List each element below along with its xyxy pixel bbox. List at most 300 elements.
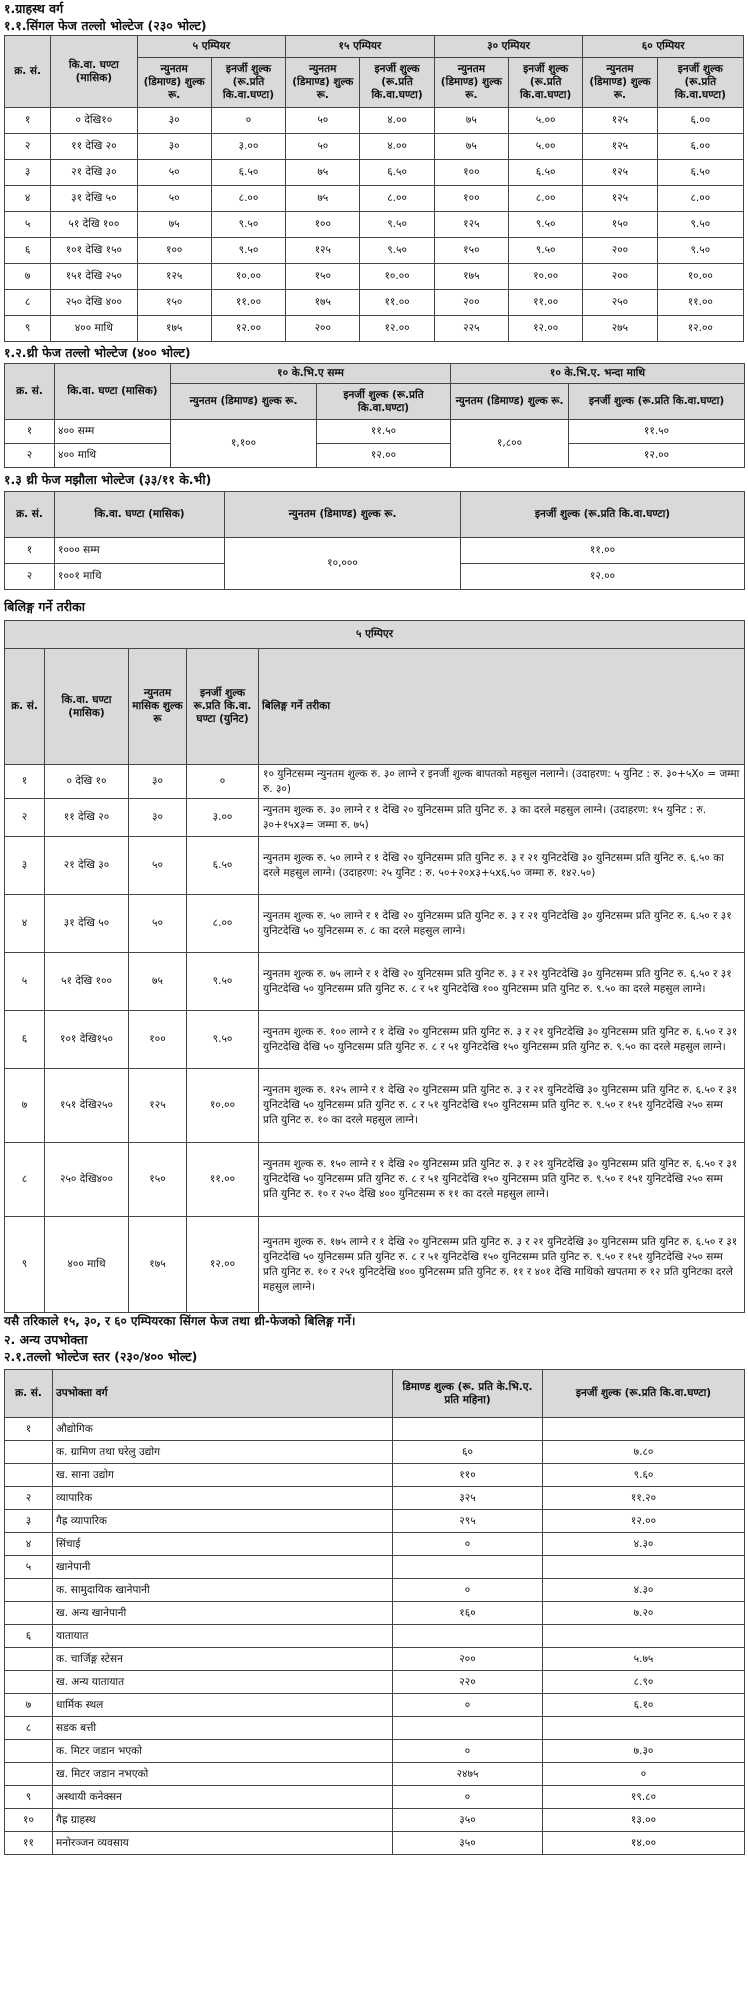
t5-demand: २९५	[393, 1510, 543, 1533]
t5-energy: ८.९०	[543, 1671, 745, 1694]
t1-sn: १	[5, 108, 51, 134]
t1-kwh: ० देखि१०	[51, 108, 137, 134]
group-above-10kva: १० के.भि.ए. भन्दा माथि	[451, 364, 745, 384]
t5-energy: १४.००	[543, 1832, 745, 1855]
t5-category: धार्मिक स्थल	[53, 1694, 393, 1717]
t1-energy: ९.५०	[360, 238, 434, 264]
table-row	[5, 212, 744, 238]
t1-demand: ५०	[137, 160, 211, 186]
sub-energy: इनर्जी शुल्क (रू.प्रति कि.वा.घण्टा)	[211, 58, 285, 108]
t1-demand: ७५	[434, 134, 508, 160]
single-phase-table	[4, 35, 744, 342]
t1-demand: ३०	[137, 134, 211, 160]
t4-sn: ६	[5, 1011, 45, 1069]
t4-kwh: ५१ देखि १००	[45, 953, 129, 1011]
t1-demand: २२५	[434, 316, 508, 342]
t1-demand: १२५	[583, 134, 657, 160]
t4-kwh: ४०० माथि	[45, 1217, 129, 1313]
t5-sn: ७	[5, 1694, 53, 1717]
t1-demand: १५०	[137, 290, 211, 316]
table-row	[5, 186, 744, 212]
table-row	[5, 1740, 745, 1763]
t1-energy: ८.००	[657, 186, 743, 212]
t1-energy: ९.५०	[211, 212, 285, 238]
t5-energy	[543, 1418, 745, 1441]
t4-sn: १	[5, 765, 45, 799]
sub-demand: न्युनतम (डिमाण्ड) शुल्क रू.	[171, 384, 317, 420]
t1-demand: २००	[434, 290, 508, 316]
t1-sn: ७	[5, 264, 51, 290]
group-30amp: ३० एम्पियर	[434, 36, 583, 58]
t4-energy: १२.००	[187, 1217, 259, 1313]
table-row	[5, 1809, 745, 1832]
table-row	[5, 1418, 745, 1441]
t1-demand: १२५	[583, 108, 657, 134]
t5-demand: २००	[393, 1648, 543, 1671]
t4-method-desc: न्युनतम शुल्क रु. १२५ लाग्ने र १ देखि २० युनिटसम्म प्रति युनिट रु. ३ र २१ युनिटदेखि ३० युनिटसम्म प्रति युनिट रु. ६.५० र ३१ युनिटदेखि ५० युनिटसम्म प्रति युनिट रु. ८ र ५१ युनिटदेखि १५० युनिटसम्म प्रति युनिट रु. ९.५० र १५१ युनिटदेखि २५० सम्म प्रति युनिट रु. १० का दरले महसुल लाग्ने।	[259, 1069, 745, 1143]
t1-energy: १०.००	[360, 264, 434, 290]
t1-demand: १२५	[583, 160, 657, 186]
t5-sn	[5, 1740, 53, 1763]
t5-category: क. मिटर जडान भएको	[53, 1740, 393, 1763]
table-row	[5, 1011, 745, 1069]
t1-sn: ८	[5, 290, 51, 316]
t1-energy: ०	[211, 108, 285, 134]
t4-method-desc: न्युनतम शुल्क रु. १५० लाग्ने र १ देखि २० युनिटसम्म प्रति युनिट रु. ३ र २१ युनिटदेखि ३० युनिटसम्म प्रति युनिट रु. ६.५० र ३१ युनिटदेखि ५० युनिटसम्म प्रति युनिट रु. ८ र ५१ युनिटदेखि १५० युनिटसम्म प्रति युनिट रु. ९.५० र १५१ युनिटदेखि २५० सम्म प्रति युनिट रु. १० र २५० देखि ४०० युनिटसम्म रु ११ का दरले महसुल लाग्ने।	[259, 1143, 745, 1217]
t4-energy: ११.००	[187, 1143, 259, 1217]
t5-category: क. चार्जिङ्ग स्टेसन	[53, 1648, 393, 1671]
t1-energy: ४.००	[360, 108, 434, 134]
t5-category: खानेपानी	[53, 1556, 393, 1579]
table-row	[5, 837, 745, 895]
t4-min-charge: ३०	[129, 765, 187, 799]
t1-demand: ७५	[286, 186, 360, 212]
t5-category: गैह्र ग्राहस्थ	[53, 1809, 393, 1832]
t5-sn	[5, 1579, 53, 1602]
sub-energy: इनर्जी शुल्क (रू.प्रति कि.वा.घण्टा)	[657, 58, 743, 108]
t1-energy: ६.५०	[509, 160, 583, 186]
t5-energy: ४.३०	[543, 1533, 745, 1556]
t1-demand: ७५	[434, 108, 508, 134]
t3-kwh: १००१ माथि	[55, 564, 225, 590]
t4-energy: ३.००	[187, 799, 259, 837]
t4-min-charge: ७५	[129, 953, 187, 1011]
t1-demand: २००	[583, 238, 657, 264]
table-row	[5, 765, 745, 799]
t5-sn: ११	[5, 1832, 53, 1855]
table1-title: १.१.सिंगल फेज तल्लो भोल्टेज (२३० भोल्ट)	[4, 18, 207, 33]
three-phase-medium-table	[4, 491, 745, 590]
t1-sn: ९	[5, 316, 51, 342]
t5-sn	[5, 1441, 53, 1464]
group-5amp: ५ एम्पियर	[137, 36, 286, 58]
t5-category: ख. अन्य यातायात	[53, 1671, 393, 1694]
t1-demand: १००	[434, 186, 508, 212]
t4-min-charge: ५०	[129, 895, 187, 953]
t4-min-charge: १००	[129, 1011, 187, 1069]
col-demand: डिमाण्ड शुल्क (रू. प्रति के.भि.ए. प्रति महिना)	[393, 1370, 543, 1418]
t1-demand: १००	[137, 238, 211, 264]
table-row	[5, 1510, 745, 1533]
t5-demand	[393, 1418, 543, 1441]
sub-energy: इनर्जी शुल्क (रू.प्रति कि.वा.घण्टा)	[317, 384, 451, 420]
table-row	[5, 1487, 745, 1510]
col-sn: क्र. सं.	[5, 649, 45, 765]
t5-demand: ०	[393, 1786, 543, 1809]
t4-kwh: ११ देखि २०	[45, 799, 129, 837]
t5-demand: ०	[393, 1740, 543, 1763]
col-method: बिलिङ्ग गर्ने तरीका	[259, 649, 745, 765]
t4-min-charge: ५०	[129, 837, 187, 895]
table-row	[5, 1143, 745, 1217]
group-15amp: १५ एम्पियर	[286, 36, 435, 58]
t1-energy: ६.५०	[657, 160, 743, 186]
t1-energy: ९.५०	[360, 212, 434, 238]
t5-energy: ११.२०	[543, 1487, 745, 1510]
table2-title: १.२.थ्री फेज तल्लो भोल्टेज (४०० भोल्ट)	[4, 345, 191, 360]
t5-demand: ०	[393, 1694, 543, 1717]
t5-energy: ६.१०	[543, 1694, 745, 1717]
other-consumers-table	[4, 1369, 745, 1855]
t1-demand: १७५	[286, 290, 360, 316]
t4-kwh: २५० देखि४००	[45, 1143, 129, 1217]
sub-energy: इनर्जी शुल्क (रू.प्रति कि.वा.घण्टा)	[509, 58, 583, 108]
t2-kwh: ४०० सम्म	[55, 420, 171, 444]
t5-sn	[5, 1602, 53, 1625]
t1-demand: ५०	[137, 186, 211, 212]
table-row	[5, 1786, 745, 1809]
t1-sn: ४	[5, 186, 51, 212]
col-kwh: कि.वा. घण्टा (मासिक)	[51, 36, 137, 108]
t5-energy: ९.६०	[543, 1464, 745, 1487]
sub-energy: इनर्जी शुल्क (रू.प्रति कि.वा.घण्टा)	[569, 384, 745, 420]
t1-energy: ६.५०	[211, 160, 285, 186]
t4-method-desc: न्युनतम शुल्क रु. ५० लाग्ने र १ देखि २० युनिटसम्म प्रति युनिट रु. ३ र २१ युनिटदेखि ३० युनिटसम्म प्रति युनिट रु. ६.५० र ३१ युनिटदेखि ५० युनिटसम्म रु. ८ का दरले महसुल लाग्ने।	[259, 895, 745, 953]
t4-kwh: १५१ देखि२५०	[45, 1069, 129, 1143]
t1-demand: १५०	[583, 212, 657, 238]
table-row	[5, 1602, 745, 1625]
table-row	[5, 1832, 745, 1855]
t1-demand: २००	[583, 264, 657, 290]
t5-category: गैह्र व्यापारिक	[53, 1510, 393, 1533]
t4-kwh: ० देखि १०	[45, 765, 129, 799]
table-row	[5, 1648, 745, 1671]
t5-demand: ६०	[393, 1441, 543, 1464]
t5-sn: १०	[5, 1809, 53, 1832]
t5-energy: ७.२०	[543, 1602, 745, 1625]
section2-title: २. अन्य उपभोक्ता	[4, 1332, 88, 1347]
t1-sn: ३	[5, 160, 51, 186]
t4-method-desc: न्युनतम शुल्क रु. १०० लाग्ने र १ देखि २० युनिटसम्म प्रति युनिट रु. ३ र २१ युनिटदेखि ३० युनिटसम्म प्रति युनिट रु. ६.५० र ३१ युनिटदेखि देखि ५० युनिटसम्म प्रति युनिट रु. ८ र ५१ युनिटदेखि १५० युनिटसम्म प्रति युनिट रु. ९.५० का दरले महसुल लाग्ने।	[259, 1011, 745, 1069]
t5-energy	[543, 1625, 745, 1648]
t5-category: ख. मिटर जडान नभएको	[53, 1763, 393, 1786]
t4-min-charge: १२५	[129, 1069, 187, 1143]
t1-sn: २	[5, 134, 51, 160]
t1-demand: १७५	[434, 264, 508, 290]
t4-kwh: १०१ देखि१५०	[45, 1011, 129, 1069]
t1-kwh: १५१ देखि २५०	[51, 264, 137, 290]
t1-energy: ११.००	[657, 290, 743, 316]
t1-demand: १२५	[583, 186, 657, 212]
t5-demand: ०	[393, 1579, 543, 1602]
t4-sn: ४	[5, 895, 45, 953]
col-category: उपभोक्ता वर्ग	[53, 1370, 393, 1418]
t5-demand: १६०	[393, 1602, 543, 1625]
table-row	[5, 895, 745, 953]
table-row	[5, 1625, 745, 1648]
t4-energy: ८.००	[187, 895, 259, 953]
t1-energy: १०.००	[211, 264, 285, 290]
t5-sn	[5, 1671, 53, 1694]
t1-demand: १००	[434, 160, 508, 186]
t1-energy: ८.००	[211, 186, 285, 212]
t5-sn: ८	[5, 1717, 53, 1740]
t5-demand	[393, 1556, 543, 1579]
table-row	[5, 1579, 745, 1602]
t4-sn: ३	[5, 837, 45, 895]
col-sn: क्र. सं.	[5, 364, 55, 420]
t4-energy: ९.५०	[187, 1011, 259, 1069]
t5-category: अस्थायी कनेक्सन	[53, 1786, 393, 1809]
group-60amp: ६० एम्पियर	[583, 36, 744, 58]
t5-energy: ७.३०	[543, 1740, 745, 1763]
t5-category: मनोरञ्जन व्यवसाय	[53, 1832, 393, 1855]
t5-energy: ४.३०	[543, 1579, 745, 1602]
t3-energy: ११.००	[461, 538, 745, 564]
three-phase-low-table	[4, 363, 745, 468]
t5-category: क. सामुदायिक खानेपानी	[53, 1579, 393, 1602]
t3-sn: १	[5, 538, 55, 564]
t5-demand	[393, 1717, 543, 1740]
t5-category: औद्योगिक	[53, 1418, 393, 1441]
table-row	[5, 799, 745, 837]
t5-demand	[393, 1625, 543, 1648]
group-5amp: ५ एम्पिएर	[5, 621, 745, 649]
t5-category: ख. साना उद्योग	[53, 1464, 393, 1487]
t1-energy: ८.००	[509, 186, 583, 212]
col-energy: इनर्जी शुल्क (रू.प्रति कि.वा.घण्टा)	[543, 1370, 745, 1418]
group-upto-10kva: १० के.भि.ए सम्म	[171, 364, 451, 384]
billing-method-table	[4, 620, 745, 1313]
t1-demand: १७५	[137, 316, 211, 342]
sub-demand: न्युनतम (डिमाण्ड) शुल्क रू.	[286, 58, 360, 108]
t1-demand: १२५	[434, 212, 508, 238]
t5-energy: १२.००	[543, 1510, 745, 1533]
t4-method-desc: न्युनतम शुल्क रु. ३० लाग्ने र १ देखि २० युनिटसम्म प्रति युनिट रु. ३ का दरले महसुल लाग्ने। (उदाहरण: १५ युनिट : रु. ३०+१५x३= जम्मा रु. ७५)	[259, 799, 745, 837]
t4-method-desc: न्युनतम शुल्क रु. ७५ लाग्ने र १ देखि २० युनिटसम्म प्रति युनिट रु. ३ र २१ युनिटदेखि ३० युनिटसम्म प्रति युनिट रु. ६.५० र ३१ युनिटदेखि ५० युनिटसम्म प्रति युनिट रु. ८ र ५१ युनिटदेखि १०० युनिटसम्म प्रति युनिट रु. ९.५० का दरले महसुल लाग्ने।	[259, 953, 745, 1011]
t5-sn: १	[5, 1418, 53, 1441]
col-demand: न्युनतम (डिमाण्ड) शुल्क रू.	[225, 492, 461, 538]
t5-category: व्यापारिक	[53, 1487, 393, 1510]
t1-demand: १२५	[286, 238, 360, 264]
col-energy: इनर्जी शुल्क रू.प्रति कि.वा. घण्टा (युनिट)	[187, 649, 259, 765]
table-row	[5, 1556, 745, 1579]
t5-category: यातायात	[53, 1625, 393, 1648]
table-row	[5, 160, 744, 186]
table-row	[5, 108, 744, 134]
t1-demand: १५०	[286, 264, 360, 290]
t5-demand: ३५०	[393, 1832, 543, 1855]
t5-category: क. ग्रामिण तथा घरेलु उद्योग	[53, 1441, 393, 1464]
col-energy: इनर्जी शुल्क (रू.प्रति कि.वा.घण्टा)	[461, 492, 745, 538]
t1-demand: २००	[286, 316, 360, 342]
col-sn: क्र. सं.	[5, 1370, 53, 1418]
t1-demand: २७५	[583, 316, 657, 342]
table-row	[5, 264, 744, 290]
table-row	[5, 1217, 745, 1313]
t1-demand: ५०	[286, 108, 360, 134]
t4-min-charge: १५०	[129, 1143, 187, 1217]
t5-energy	[543, 1717, 745, 1740]
col-kwh: कि.वा. घण्टा (मासिक)	[55, 364, 171, 420]
t4-method-desc: १० युनिटसम्म न्युनतम शुल्क रु. ३० लाग्ने र इनर्जी शुल्क बापतको महसुल नलाग्ने। (उदाहरण: ५ युनिट : रु. ३०+५X० = जम्मा रु. ३०)	[259, 765, 745, 799]
t5-demand: ११०	[393, 1464, 543, 1487]
t1-demand: १५०	[434, 238, 508, 264]
t1-kwh: १०१ देखि १५०	[51, 238, 137, 264]
t5-energy	[543, 1556, 745, 1579]
t2-energy: ११.५०	[317, 420, 451, 444]
t5-sn	[5, 1763, 53, 1786]
t1-sn: ६	[5, 238, 51, 264]
t2-demand-upto-10kva: १,१००	[171, 420, 317, 468]
t3-sn: २	[5, 564, 55, 590]
t5-demand: ०	[393, 1533, 543, 1556]
t3-demand: १०,०००	[225, 538, 461, 590]
t1-energy: ९.५०	[509, 212, 583, 238]
col-sn: क्र. सं.	[5, 492, 55, 538]
t5-sn: ६	[5, 1625, 53, 1648]
t4-energy: १०.००	[187, 1069, 259, 1143]
t5-sn	[5, 1464, 53, 1487]
sub-energy: इनर्जी शुल्क (रू.प्रति कि.वा.घण्टा)	[360, 58, 434, 108]
t1-demand: १२५	[137, 264, 211, 290]
t5-demand: २४७५	[393, 1763, 543, 1786]
col-min-charge: न्युनतम मासिक शुल्क रू	[129, 649, 187, 765]
col-kwh: कि.वा. घण्टा (मासिक)	[45, 649, 129, 765]
t2-demand-above-10kva: १,८००	[451, 420, 569, 468]
t4-sn: ७	[5, 1069, 45, 1143]
t1-energy: ३.००	[211, 134, 285, 160]
t1-energy: ९.५०	[657, 212, 743, 238]
t5-energy: १३.००	[543, 1809, 745, 1832]
t1-energy: १२.००	[211, 316, 285, 342]
t3-kwh: १००० सम्म	[55, 538, 225, 564]
t2-sn: १	[5, 420, 55, 444]
t5-category: सडक बत्ती	[53, 1717, 393, 1740]
t2-kwh: ४०० माथि	[55, 444, 171, 468]
t1-energy: ११.००	[509, 290, 583, 316]
t4-kwh: २१ देखि ३०	[45, 837, 129, 895]
table-row	[5, 1763, 745, 1786]
t1-energy: १२.००	[509, 316, 583, 342]
t2-sn: २	[5, 444, 55, 468]
sub-demand: न्युनतम (डिमाण्ड) शुल्क रू.	[434, 58, 508, 108]
t4-energy: ९.५०	[187, 953, 259, 1011]
t1-demand: ७५	[137, 212, 211, 238]
t1-kwh: ११ देखि २०	[51, 134, 137, 160]
t1-kwh: ४०० माथि	[51, 316, 137, 342]
table-row	[5, 1671, 745, 1694]
table-row	[5, 238, 744, 264]
t5-energy: ०	[543, 1763, 745, 1786]
t1-demand: २५०	[583, 290, 657, 316]
t1-energy: ६.००	[657, 108, 743, 134]
t5-sn: ५	[5, 1556, 53, 1579]
table-row	[5, 134, 744, 160]
t4-energy: ६.५०	[187, 837, 259, 895]
sub-demand: न्युनतम (डिमाण्ड) शुल्क रू.	[451, 384, 569, 420]
t5-sn	[5, 1648, 53, 1671]
t4-sn: ८	[5, 1143, 45, 1217]
t1-energy: १२.००	[657, 316, 743, 342]
t4-sn: ९	[5, 1217, 45, 1313]
t5-sn: ४	[5, 1533, 53, 1556]
t5-sn: ३	[5, 1510, 53, 1533]
t1-energy: ११.००	[360, 290, 434, 316]
t1-energy: ८.००	[360, 186, 434, 212]
section1-title: १.ग्राहस्थ वर्ग	[4, 1, 64, 16]
t3-energy: १२.००	[461, 564, 745, 590]
t1-energy: ११.००	[211, 290, 285, 316]
col-kwh: कि.वा. घण्टा (मासिक)	[55, 492, 225, 538]
t1-energy: १२.००	[360, 316, 434, 342]
t4-sn: २	[5, 799, 45, 837]
t1-kwh: ३१ देखि ५०	[51, 186, 137, 212]
table4-title: बिलिङ्ग गर्ने तरीका	[4, 599, 85, 614]
t1-energy: १०.००	[657, 264, 743, 290]
table-row	[5, 1717, 745, 1740]
t5-demand: २२०	[393, 1671, 543, 1694]
t1-energy: ९.५०	[509, 238, 583, 264]
t4-min-charge: १७५	[129, 1217, 187, 1313]
t1-sn: ५	[5, 212, 51, 238]
t1-energy: ४.००	[360, 134, 434, 160]
t1-demand: ७५	[286, 160, 360, 186]
t2-energy: ११.५०	[569, 420, 745, 444]
sub-demand: न्युनतम (डिमाण्ड) शुल्क रू.	[137, 58, 211, 108]
t1-energy: ५.००	[509, 108, 583, 134]
t5-demand: ३२५	[393, 1487, 543, 1510]
t5-category: ख. अन्य खानेपानी	[53, 1602, 393, 1625]
t1-energy: ९.५०	[211, 238, 285, 264]
t1-energy: ६.५०	[360, 160, 434, 186]
billing-note: यसै तरिकाले १५, ३०, र ६० एम्पियरका सिंगल फेज तथा थ्री-फेजको बिलिङ्ग गर्ने।	[4, 1314, 356, 1328]
t5-demand: ३५०	[393, 1809, 543, 1832]
t5-category: सिंचाई	[53, 1533, 393, 1556]
t5-energy: १९.८०	[543, 1786, 745, 1809]
col-sn: क्र. सं.	[5, 36, 51, 108]
t2-energy: १२.००	[317, 444, 451, 468]
table3-title: १.३ थ्री फेज मझौला भोल्टेज (३३/११ के.भी)	[4, 472, 212, 487]
t1-demand: ५०	[286, 134, 360, 160]
table-row	[5, 316, 744, 342]
t1-demand: ३०	[137, 108, 211, 134]
table5-title: २.१.तल्लो भोल्टेज स्तर (२३०/४०० भोल्ट)	[4, 1349, 198, 1364]
t4-min-charge: ३०	[129, 799, 187, 837]
t1-kwh: २१ देखि ३०	[51, 160, 137, 186]
t1-kwh: २५० देखि ४००	[51, 290, 137, 316]
t1-energy: ६.००	[657, 134, 743, 160]
t1-energy: १०.००	[509, 264, 583, 290]
table-row	[5, 1441, 745, 1464]
t1-energy: ९.५०	[657, 238, 743, 264]
table-row	[5, 1533, 745, 1556]
table-row	[5, 290, 744, 316]
table-row	[5, 1694, 745, 1717]
t5-sn: २	[5, 1487, 53, 1510]
t5-energy: ५.७५	[543, 1648, 745, 1671]
t4-method-desc: न्युनतम शुल्क रु. ५० लाग्ने र १ देखि २० युनिटसम्म प्रति युनिट रु. ३ र २१ युनिटदेखि ३० युनिटसम्म प्रति युनिट रु. ६.५० का दरले महसुल लाग्ने। (उदाहरण: २५ युनिट : रु. ५०+२०x३+५x६.५० जम्मा रु. १४२.५०)	[259, 837, 745, 895]
